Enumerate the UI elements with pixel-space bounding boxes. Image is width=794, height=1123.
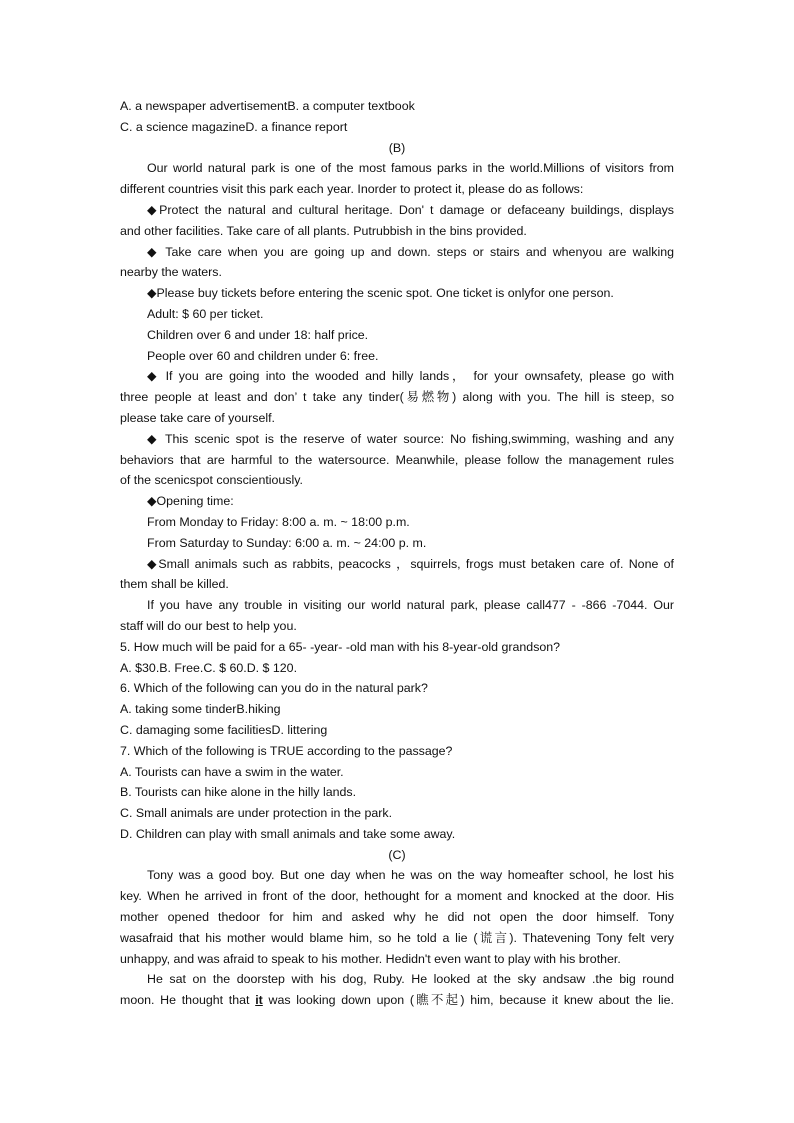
rule5-line-2: behaviors that are harmful to the watersource. Meanwhile, please follow the management rules — [120, 452, 674, 467]
question-5-stem: 5. How much will be paid for a 65- -year- -old man with his 8-year-old grandson? — [120, 639, 561, 654]
question-6-options-2: C. damaging some facilitiesD. littering — [120, 722, 328, 737]
story-p1-line-1: Tony was a good boy. But one day when he was on the way homeafter school, he lost his — [147, 868, 674, 883]
question-7-stem: 7. Which of the following is TRUE according to the passage? — [120, 743, 453, 758]
price-adult: Adult: $ 60 per ticket. — [147, 306, 264, 321]
opening-weekend: From Saturday to Sunday: 6:00 a. m. ~ 24:00 p. m. — [147, 535, 427, 550]
intro-line-1: Our world natural park is one of the most famous parks in the world.Millions of visitors from — [147, 161, 674, 176]
contact-line-1: If you have any trouble in visiting our world natural park, please call477 - -866 -7044. Our — [147, 598, 674, 613]
rule4-line-2: three people at least and don’ t take any tinder(易燃物) along with you. The hill is steep, so — [120, 390, 674, 405]
story-p2-line-2 — [120, 990, 674, 1011]
section-a-options-line-1: A. a newspaper advertisementB. a computer textbook — [120, 99, 415, 113]
rule1-line-2: and other facilities. Take care of all plants. Putrubbish in the bins provided. — [120, 223, 527, 238]
rule1-line-1: ◆Protect the natural and cultural heritage. Don' t damage or defaceany buildings, displays — [147, 202, 674, 217]
question-6-options-1: A. taking some tinderB.hiking — [120, 702, 281, 717]
section-a-options-line-2: C. a science magazineD. a finance report — [120, 119, 348, 134]
question-6-stem: 6. Which of the following can you do in the natural park? — [120, 681, 428, 696]
price-children: Children over 6 and under 18: half price. — [147, 327, 369, 342]
rule3-line: ◆Please buy tickets before entering the scenic spot. One ticket is onlyfor one person. — [147, 286, 614, 301]
question-7-option-d: D. Children can play with small animals and take some away. — [120, 826, 456, 841]
story-p2-line-1: He sat on the doorstep with his dog, Ruby. He looked at the sky andsaw .the big round — [147, 972, 674, 987]
question-5-options: A. $30.B. Free.C. $ 60.D. $ 120. — [120, 660, 298, 675]
opening-weekday: From Monday to Friday: 8:00 a. m. ~ 18:00 p.m. — [147, 514, 410, 529]
underlined-word: it — [255, 993, 263, 1008]
rule2-line-2: nearby the waters. — [120, 265, 222, 280]
story-p1-line-5: unhappy, and was afraid to speak to his mother. Hedidn't even want to play with his brother. — [120, 951, 621, 966]
opening-heading: ◆Opening time: — [147, 494, 234, 509]
story-p1-line-4: wasafraid that his mother would blame him, so he told a lie (谎言). Thatevening Tony felt very — [120, 930, 674, 945]
intro-line-2: different countries visit this park each year. Inorder to protect it, please do as follows: — [120, 182, 584, 197]
exam-page — [120, 96, 674, 1011]
rule2-line-1: ◆ Take care when you are going up and down. steps or stairs and whenyou are walking — [147, 244, 674, 259]
rule4-line-3: please take care of yourself. — [120, 410, 275, 425]
story-p1-line-2: key. When he arrived in front of the door, hethought for a moment and knocked at the door. His — [120, 889, 674, 904]
story-p2-line-2-after: was looking down upon (瞧不起) him, because it knew about the lie. — [262, 993, 674, 1008]
question-7-option-c: C. Small animals are under protection in the park. — [120, 806, 393, 821]
contact-line-2: staff will do our best to help you. — [120, 618, 297, 633]
rule5-line-1: ◆ This scenic spot is the reserve of water source: No fishing,swimming, washing and any — [147, 431, 674, 446]
price-elderly: People over 60 and children under 6: free. — [147, 348, 379, 363]
story-p2-line-2-before: moon. He thought that — [120, 993, 256, 1008]
question-7-option-b: B. Tourists can hike alone in the hilly lands. — [120, 785, 357, 800]
rule4-line-1: ◆ If you are going into the wooded and hilly lands， for your ownsafety, please go with — [147, 369, 674, 384]
section-b-heading: (B) — [388, 140, 406, 155]
rule6-line-2: them shall be killed. — [120, 577, 229, 592]
section-c-heading: (C) — [388, 847, 406, 862]
story-p1-line-3: mother opened thedoor for him and asked why he did not open the door himself. Tony — [120, 910, 674, 925]
question-7-option-a: A. Tourists can have a swim in the water. — [120, 764, 344, 779]
rule6-line-1: ◆Small animals such as rabbits, peacocks ，squirrels, frogs must betaken care of. None of — [147, 556, 674, 571]
rule5-line-3: of the scenicspot conscientiously. — [120, 473, 303, 488]
